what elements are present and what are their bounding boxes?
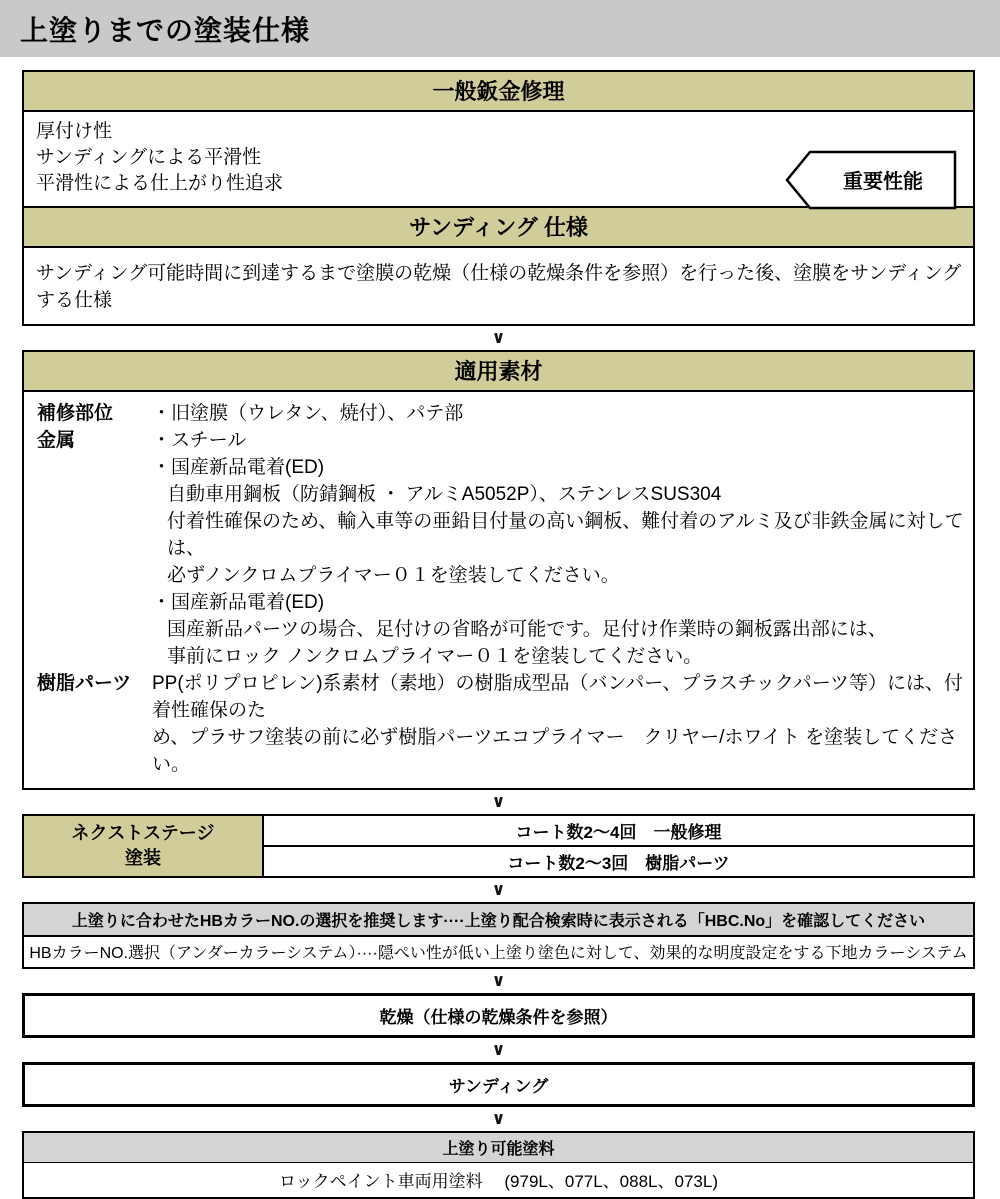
materials-box bbox=[22, 350, 975, 790]
row-text: ・スチール bbox=[152, 430, 247, 451]
table-row bbox=[24, 427, 973, 454]
process-flow bbox=[22, 70, 975, 1199]
row-text: PP(ポリプロピレン)系素材（素地）の樹脂成型品（バンパー、プラスチックパーツ等）には、付着性確保のた bbox=[152, 673, 964, 721]
table-row bbox=[24, 400, 973, 427]
topcoat-box bbox=[22, 1131, 975, 1199]
row-label bbox=[24, 481, 152, 508]
row-text: ・国産新品電着(ED) bbox=[152, 457, 325, 478]
sanding-spec-description: サンディング可能時間に到達するまで塗膜の乾燥（仕様の乾燥条件を参照）を行った後、塗膜をサンディングする仕様 bbox=[36, 263, 962, 311]
feature-line: 平滑性による仕上がり性追求 bbox=[36, 173, 284, 194]
flow-arrow-down-icon: ∨ bbox=[491, 1109, 506, 1128]
next-stage-title bbox=[24, 816, 264, 876]
table-row bbox=[24, 589, 973, 616]
flow-arrow-down-icon: ∨ bbox=[491, 792, 506, 811]
flow-arrow-down-icon: ∨ bbox=[491, 1040, 506, 1059]
row-label: 補修部位 bbox=[37, 403, 114, 424]
sanding-spec-title: サンディング 仕様 bbox=[24, 206, 973, 248]
row-label bbox=[24, 508, 152, 562]
general-repair-content bbox=[24, 112, 973, 206]
general-repair-title: 一般鈑金修理 bbox=[24, 72, 973, 112]
coat-count-row: コート数2～3回 樹脂パーツ bbox=[507, 854, 730, 873]
hb-color-recommendation: 上塗りに合わせたHBカラーNO.の選択を推奨します····上塗り配合検索時に表示される「HBC.No」を確認してください bbox=[24, 904, 973, 937]
hb-color-box bbox=[22, 902, 975, 969]
flow-arrow-down-icon: ∨ bbox=[491, 971, 506, 990]
row-label bbox=[24, 724, 152, 778]
row-label: 金属 bbox=[37, 430, 76, 451]
feature-line: 厚付け性 bbox=[36, 121, 113, 142]
table-row bbox=[24, 508, 973, 562]
table-row bbox=[24, 724, 973, 778]
row-text: 国産新品パーツの場合、足付けの省略が可能です。足付け作業時の鋼板露出部には、 bbox=[167, 619, 887, 640]
table-row bbox=[24, 454, 973, 481]
important-performance-badge bbox=[784, 150, 958, 210]
table-row bbox=[24, 481, 973, 508]
feature-line: サンディングによる平滑性 bbox=[36, 147, 262, 168]
row-text: ・旧塗膜（ウレタン、焼付）、パテ部 bbox=[152, 403, 464, 424]
next-stage-title-line2: 塗装 bbox=[125, 848, 161, 868]
row-label bbox=[24, 589, 152, 616]
general-repair-box bbox=[22, 70, 975, 326]
table-row bbox=[24, 670, 973, 724]
next-stage-rows bbox=[264, 816, 973, 876]
table-row bbox=[24, 562, 973, 589]
row-text: 自動車用鋼板（防錆鋼板 ・ アルミA5052P）、ステンレスSUS304 bbox=[167, 484, 722, 505]
page-header bbox=[0, 0, 1000, 57]
sanding-step-box: サンディング bbox=[22, 1062, 975, 1107]
row-label bbox=[24, 616, 152, 643]
topcoat-title: 上塗り可能塗料 bbox=[24, 1133, 973, 1163]
flow-arrow-down-icon: ∨ bbox=[491, 328, 506, 347]
coat-count-row: コート数2～4回 一般修理 bbox=[264, 816, 973, 847]
table-row bbox=[24, 643, 973, 670]
row-label bbox=[24, 454, 152, 481]
topcoat-paints: ロックペイント車両用塗料 (979L、077L、088L、073L) bbox=[279, 1172, 718, 1191]
row-text: め、プラサフ塗装の前に必ず樹脂パーツエコプライマー クリヤー/ホワイト を塗装してください。 bbox=[152, 727, 958, 775]
materials-table bbox=[24, 392, 973, 788]
row-label bbox=[24, 562, 152, 589]
table-row bbox=[24, 616, 973, 643]
page-title: 上塗りまでの塗装仕様 bbox=[20, 14, 311, 46]
row-text: 付着性確保のため、輸入車等の亜鉛目付量の高い鋼板、難付着のアルミ及び非鉄金属に対しては、 bbox=[167, 511, 964, 559]
badge-label: 重要性能 bbox=[843, 170, 923, 193]
drying-step-box: 乾燥（仕様の乾燥条件を参照） bbox=[22, 993, 975, 1038]
row-text: ・国産新品電着(ED) bbox=[152, 592, 325, 613]
materials-title: 適用素材 bbox=[24, 352, 973, 392]
row-label: 樹脂パーツ bbox=[37, 673, 132, 694]
row-label bbox=[24, 643, 152, 670]
next-stage-box bbox=[22, 814, 975, 878]
next-stage-title-line1: ネクストステージ bbox=[71, 823, 215, 843]
row-text: 必ずノンクロムプライマー０１を塗装してください。 bbox=[167, 565, 620, 586]
row-text: 事前にロック ノンクロムプライマー０１を塗装してください。 bbox=[167, 646, 703, 667]
flow-arrow-down-icon: ∨ bbox=[491, 880, 506, 899]
hb-color-description: HBカラーNO.選択（アンダーカラーシステム）····隠ぺい性が低い上塗り塗色に対して、効果的な明度設定をする下地カラーシステム bbox=[29, 945, 968, 962]
